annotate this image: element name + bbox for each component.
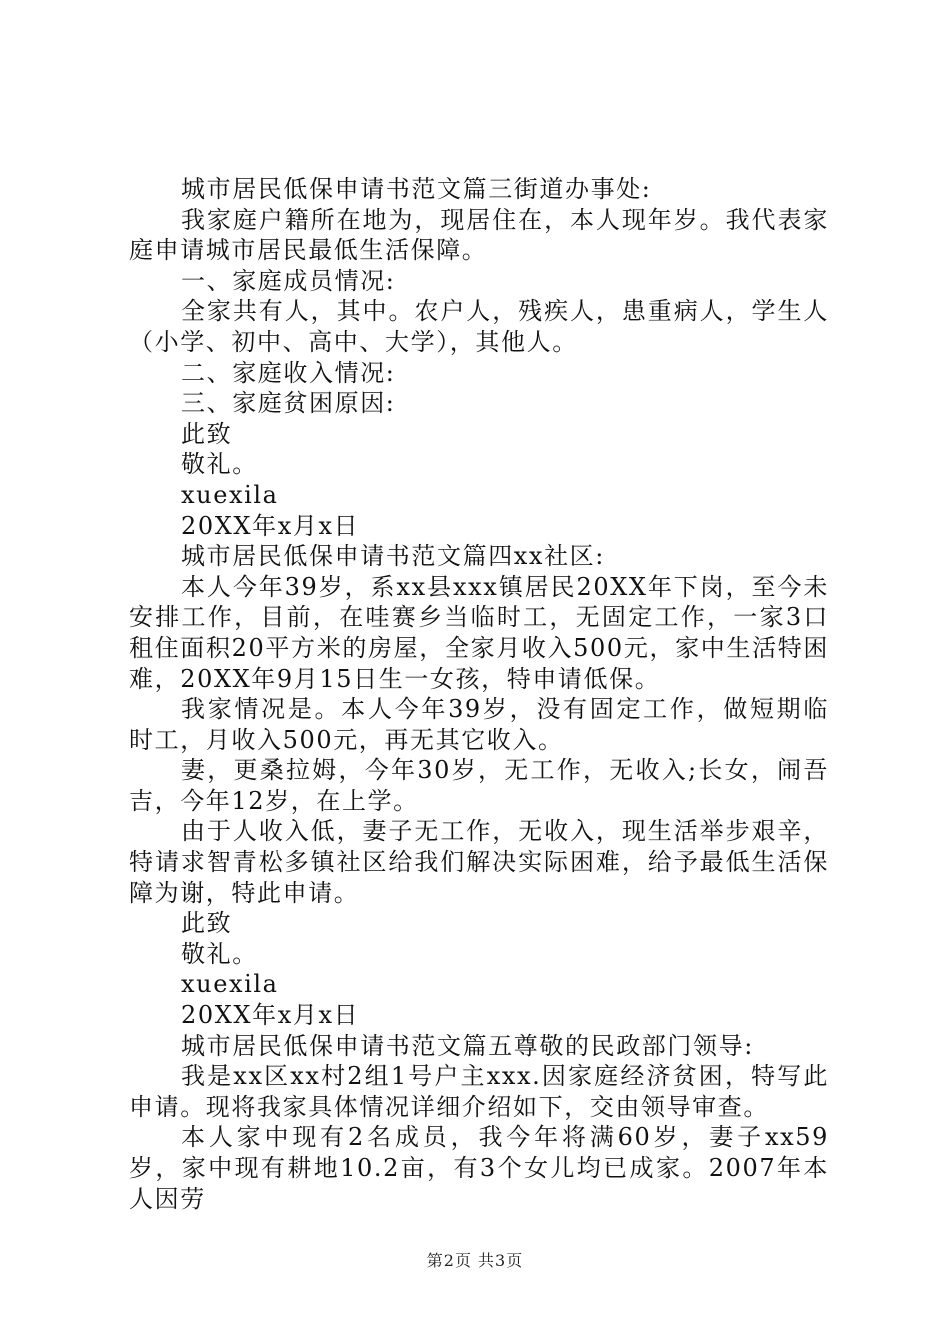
closing-line: 敬礼。 bbox=[181, 450, 258, 479]
paragraph: 本人家中现有2名成员，我今年将满60岁，妻子xx59岁，家中现有耕地10.2亩，有3个女儿均已成家。2007年本人因劳 bbox=[129, 1123, 829, 1213]
signature: xuexila bbox=[181, 970, 279, 999]
closing-line: 此致 bbox=[181, 909, 233, 938]
paragraph: 妻，更桑拉姆，今年30岁，无工作，无收入;长女，闹吾吉，今年12岁，在上学。 bbox=[129, 756, 829, 815]
date-line: 20XX年x月x日 bbox=[181, 511, 360, 540]
paragraph: 我家庭户籍所在地为，现居住在，本人现年岁。我代表家庭申请城市居民最低生活保障。 bbox=[129, 205, 829, 265]
date-line: 20XX年x月x日 bbox=[181, 1001, 360, 1030]
section-heading-4: 城市居民低保申请书范文篇四xx社区: bbox=[181, 542, 605, 571]
paragraph: 由于人收入低，妻子无工作，无收入，现生活举步艰辛，特请求智青松多镇社区给我们解决实际困难，给予最低生活保障为谢，特此申请。 bbox=[129, 817, 829, 907]
document-body bbox=[129, 174, 829, 1214]
closing-line: 敬礼。 bbox=[181, 939, 258, 968]
signature: xuexila bbox=[181, 480, 279, 509]
paragraph: 我是xx区xx村2组1号户主xxx.因家庭经济贫困，特写此申请。现将我家具体情况详细介绍如下，交由领导审查。 bbox=[129, 1062, 829, 1121]
page-number: 第2页 共3页 bbox=[426, 1251, 524, 1270]
section-heading-5: 城市居民低保申请书范文篇五尊敬的民政部门领导: bbox=[181, 1031, 754, 1060]
paragraph: 本人今年39岁，系xx县xxx镇居民20XX年下岗，至今未安排工作，目前，在哇赛乡当临时工，无固定工作，一家3口租住面积20平方米的房屋，全家月收入500元，家中生活特困难，20XX年9月15日生一女孩，特申请低保。 bbox=[129, 572, 829, 693]
paragraph: 我家情况是。本人今年39岁，没有固定工作，做短期临时工，月收入500元，再无其它收入。 bbox=[129, 695, 829, 754]
closing-line: 此致 bbox=[181, 419, 233, 448]
subheading: 二、家庭收入情况: bbox=[181, 358, 396, 387]
section-heading-3: 城市居民低保申请书范文篇三街道办事处: bbox=[181, 175, 652, 203]
subheading: 一、家庭成员情况: bbox=[181, 266, 396, 295]
subheading: 三、家庭贫困原因: bbox=[181, 389, 396, 418]
paragraph: 全家共有人，其中。农户人，残疾人，患重病人，学生人（小学、初中、高中、大学），其他人。 bbox=[129, 297, 829, 356]
